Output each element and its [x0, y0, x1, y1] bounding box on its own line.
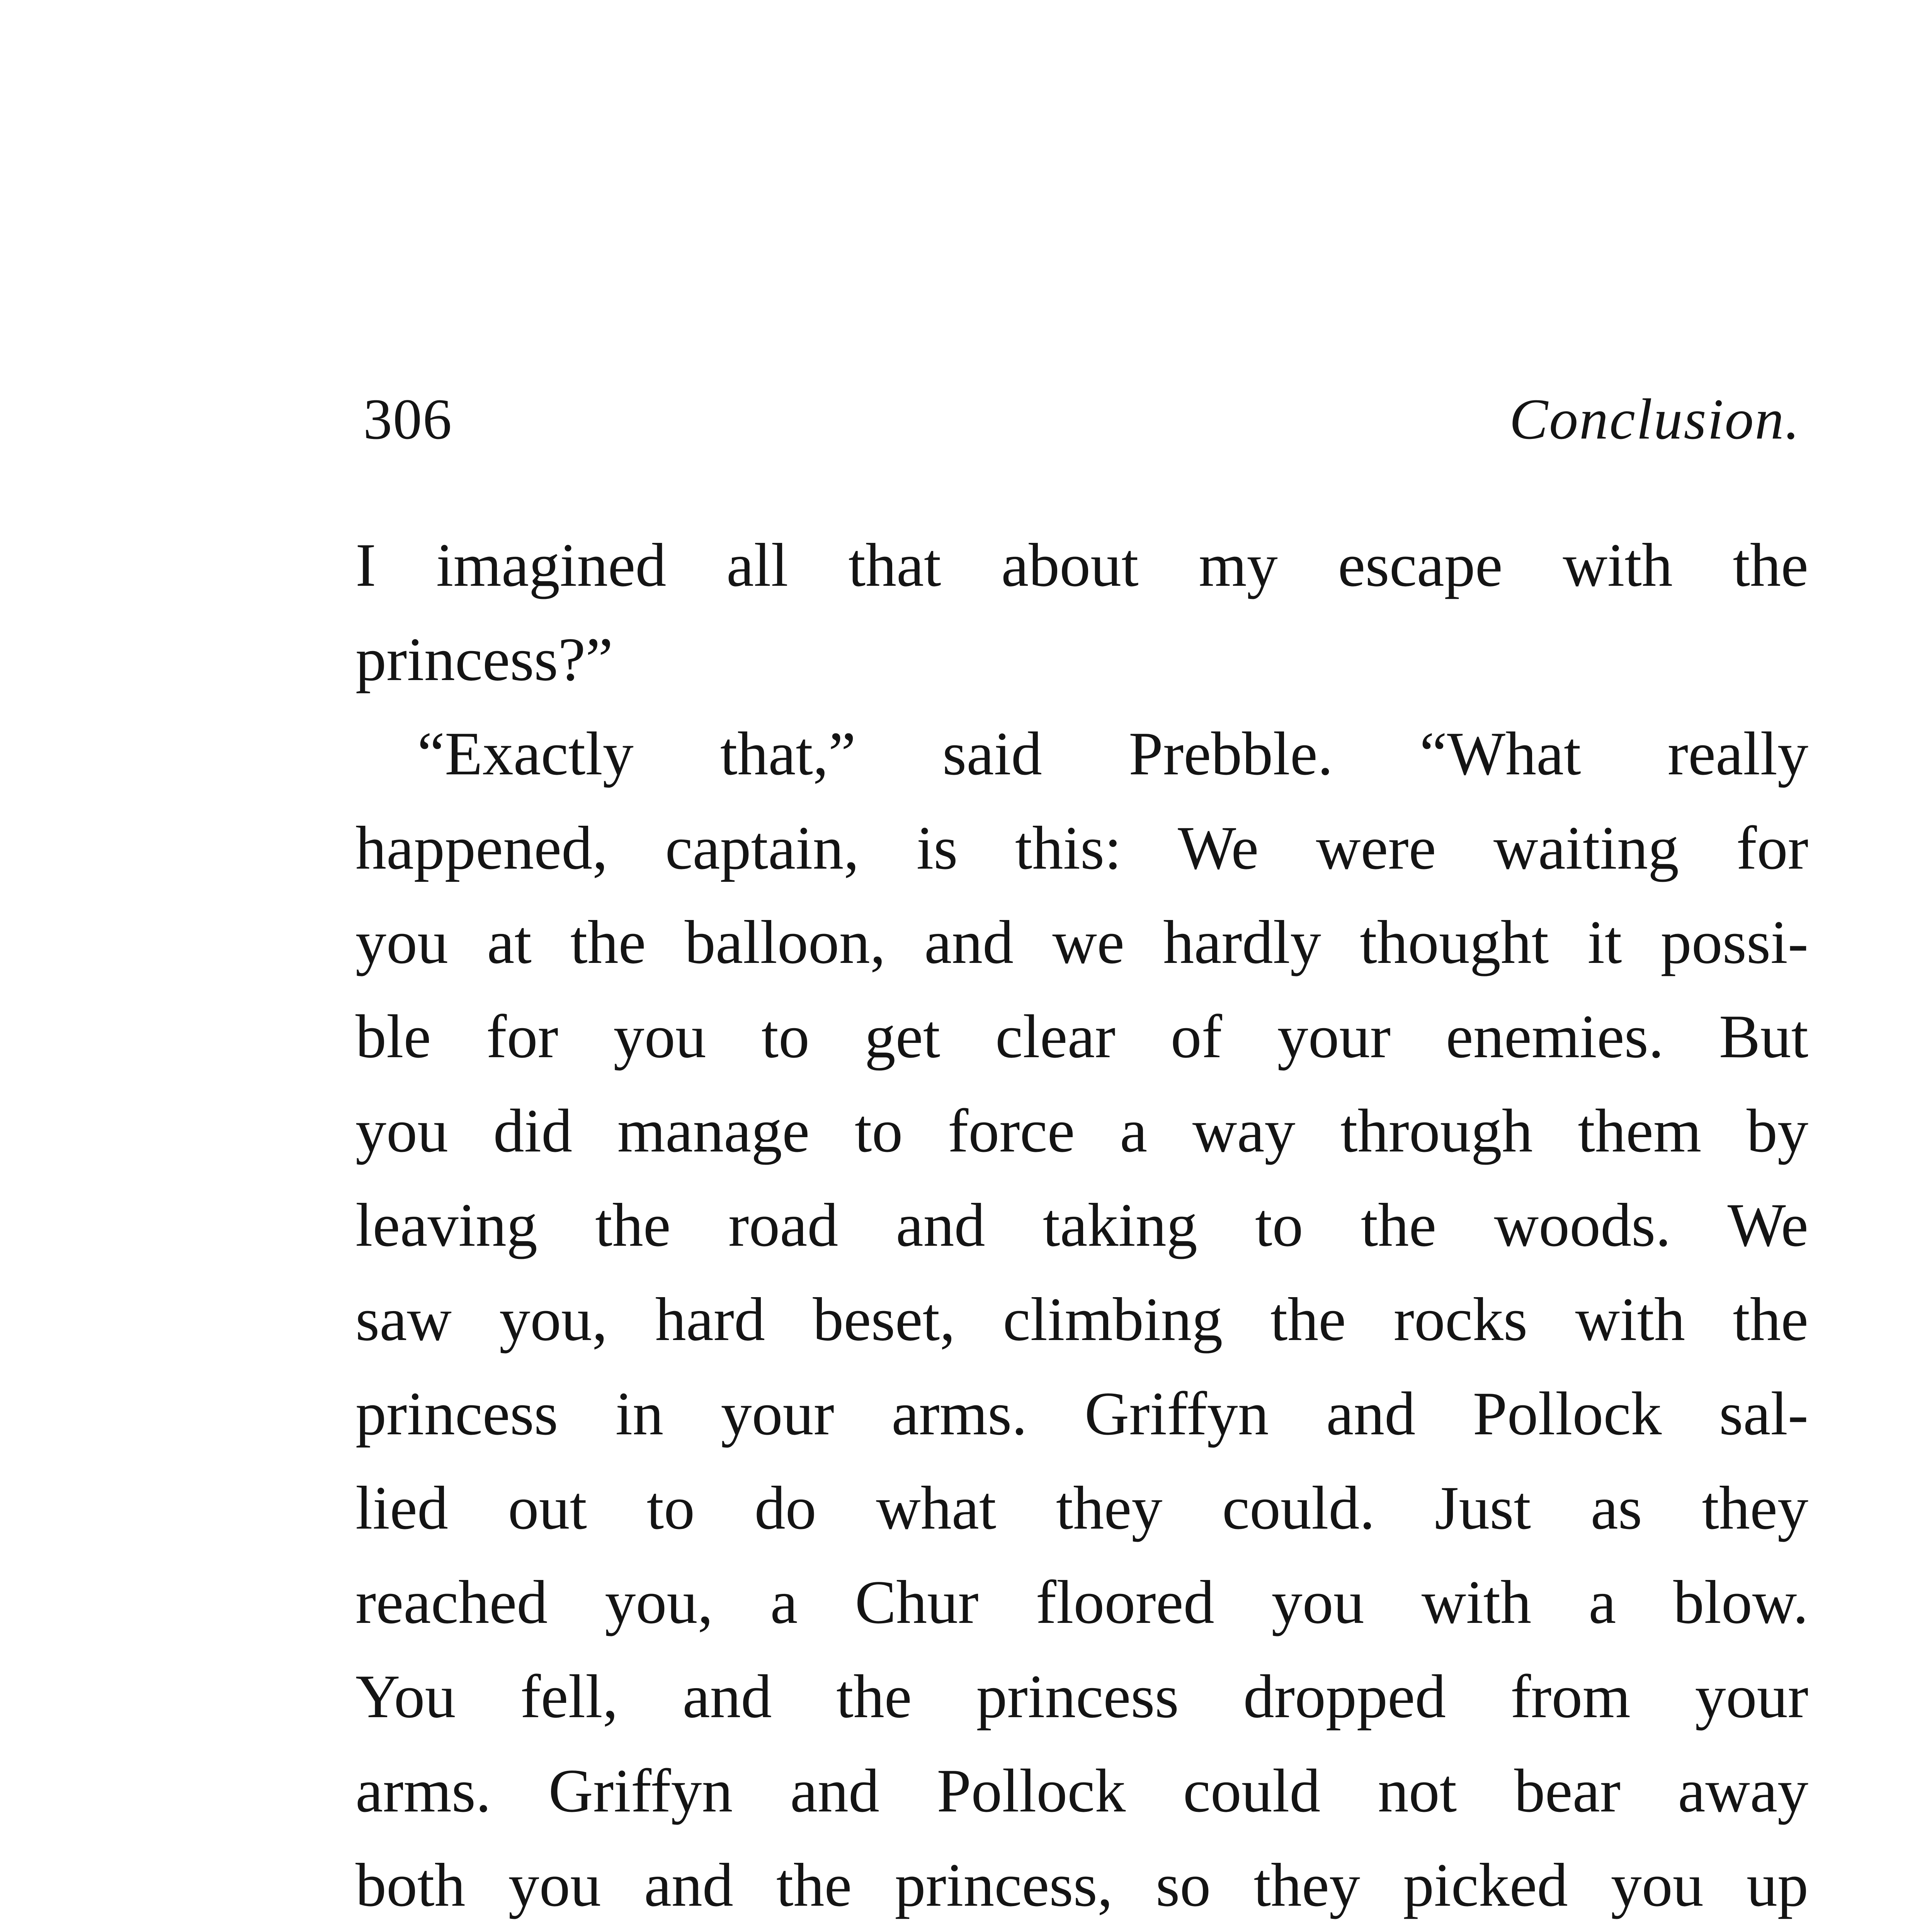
chapter-title: Conclusion.	[1509, 387, 1801, 451]
text-line: princess?”	[355, 625, 613, 694]
text-line: reached you, a Chur floored you with a blow.	[355, 1568, 1808, 1636]
text-line: ble for you to get clear of your enemies. But	[355, 1002, 1808, 1071]
page-number: 306	[363, 387, 452, 451]
text-line: leaving the road and taking to the woods. We	[355, 1190, 1808, 1259]
text-line: I imagined all that about my escape with the	[355, 531, 1808, 599]
text-line: happened, captain, is this: We were waiting for	[355, 813, 1808, 882]
text-line: arms. Griffyn and Pollock could not bear away	[355, 1756, 1808, 1825]
text-line: You fell, and the princess dropped from your	[355, 1662, 1808, 1731]
text-line: saw you, hard beset, climbing the rocks with the	[355, 1285, 1808, 1354]
running-head	[363, 386, 1801, 452]
text-line: both you and the princess, so they picked you up	[355, 1850, 1808, 1919]
text-line: “Exactly that,” said Prebble. “What really	[417, 719, 1808, 788]
text-line: you at the balloon, and we hardly thought it possi-	[355, 908, 1808, 976]
text-line: lied out to do what they could. Just as they	[355, 1473, 1808, 1542]
text-line: princess in your arms. Griffyn and Pollock sal-	[355, 1379, 1808, 1448]
text-line: you did manage to force a way through them by	[355, 1096, 1808, 1165]
body-text	[355, 518, 1808, 1932]
